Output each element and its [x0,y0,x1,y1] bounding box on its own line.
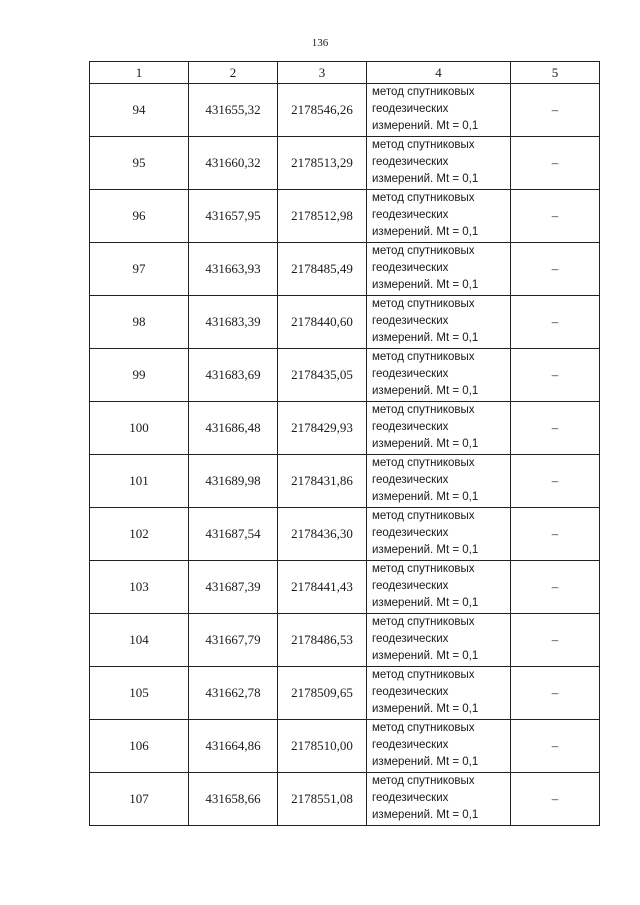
method-line: метод спутниковых [372,775,475,787]
note-cell: – [511,84,600,137]
table-row [90,667,600,720]
method-line: измерений. Mt = 0,1 [372,650,479,662]
y-coordinate-cell: 2178431,86 [278,455,367,508]
method-line: метод спутниковых [372,404,475,416]
method-line: геодезических [372,421,449,433]
method-line: измерений. Mt = 0,1 [372,279,479,291]
method-cell [367,614,511,667]
x-coordinate-cell: 431683,69 [189,349,278,402]
x-coordinate-cell: 431686,48 [189,402,278,455]
point-number-cell: 101 [90,455,189,508]
method-cell [367,243,511,296]
method-cell [367,561,511,614]
method-cell [367,455,511,508]
column-header-2: 2 [189,62,278,84]
x-coordinate-cell: 431689,98 [189,455,278,508]
method-line: метод спутниковых [372,192,475,204]
table-row [90,349,600,402]
column-header-4: 4 [367,62,511,84]
table-row [90,614,600,667]
y-coordinate-cell: 2178429,93 [278,402,367,455]
method-line: метод спутниковых [372,86,475,98]
table-body [90,84,600,826]
point-number-cell: 97 [90,243,189,296]
table-header-row [90,62,600,84]
note-cell: – [511,349,600,402]
method-line: геодезических [372,686,449,698]
note-cell: – [511,243,600,296]
column-header-1: 1 [90,62,189,84]
method-cell [367,137,511,190]
table-row [90,773,600,826]
note-cell: – [511,190,600,243]
method-line: геодезических [372,156,449,168]
x-coordinate-cell: 431658,66 [189,773,278,826]
point-number-cell: 102 [90,508,189,561]
method-line: измерений. Mt = 0,1 [372,491,479,503]
method-line: геодезических [372,739,449,751]
note-cell: – [511,137,600,190]
method-line: метод спутниковых [372,139,475,151]
coordinates-table [89,61,600,826]
y-coordinate-cell: 2178510,00 [278,720,367,773]
method-line: геодезических [372,633,449,645]
method-line: измерений. Mt = 0,1 [372,809,479,821]
method-line: измерений. Mt = 0,1 [372,120,479,132]
method-cell [367,773,511,826]
table-row [90,137,600,190]
method-line: измерений. Mt = 0,1 [372,597,479,609]
method-line: метод спутниковых [372,669,475,681]
method-line: метод спутниковых [372,457,475,469]
point-number-cell: 98 [90,296,189,349]
table-row [90,243,600,296]
note-cell: – [511,508,600,561]
x-coordinate-cell: 431657,95 [189,190,278,243]
y-coordinate-cell: 2178486,53 [278,614,367,667]
method-cell [367,508,511,561]
y-coordinate-cell: 2178546,26 [278,84,367,137]
method-line: измерений. Mt = 0,1 [372,438,479,450]
method-line: геодезических [372,262,449,274]
table-row [90,508,600,561]
note-cell: – [511,561,600,614]
y-coordinate-cell: 2178436,30 [278,508,367,561]
method-line: измерений. Mt = 0,1 [372,385,479,397]
method-cell [367,667,511,720]
x-coordinate-cell: 431687,39 [189,561,278,614]
table-row [90,190,600,243]
method-line: геодезических [372,527,449,539]
table-row [90,402,600,455]
table-row [90,720,600,773]
method-line: геодезических [372,792,449,804]
y-coordinate-cell: 2178485,49 [278,243,367,296]
point-number-cell: 94 [90,84,189,137]
x-coordinate-cell: 431683,39 [189,296,278,349]
y-coordinate-cell: 2178513,29 [278,137,367,190]
table-row [90,84,600,137]
point-number-cell: 105 [90,667,189,720]
y-coordinate-cell: 2178509,65 [278,667,367,720]
note-cell: – [511,614,600,667]
column-header-3: 3 [278,62,367,84]
method-line: геодезических [372,580,449,592]
method-line: измерений. Mt = 0,1 [372,703,479,715]
method-line: геодезических [372,209,449,221]
note-cell: – [511,296,600,349]
x-coordinate-cell: 431664,86 [189,720,278,773]
y-coordinate-cell: 2178512,98 [278,190,367,243]
method-line: метод спутниковых [372,298,475,310]
x-coordinate-cell: 431667,79 [189,614,278,667]
y-coordinate-cell: 2178441,43 [278,561,367,614]
point-number-cell: 103 [90,561,189,614]
x-coordinate-cell: 431660,32 [189,137,278,190]
note-cell: – [511,455,600,508]
page-number: 136 [311,37,329,49]
method-line: геодезических [372,315,449,327]
method-line: геодезических [372,474,449,486]
method-line: метод спутниковых [372,563,475,575]
method-line: метод спутниковых [372,245,475,257]
method-line: геодезических [372,368,449,380]
y-coordinate-cell: 2178551,08 [278,773,367,826]
point-number-cell: 100 [90,402,189,455]
note-cell: – [511,773,600,826]
y-coordinate-cell: 2178435,05 [278,349,367,402]
method-cell [367,296,511,349]
method-line: метод спутниковых [372,722,475,734]
point-number-cell: 96 [90,190,189,243]
table-row [90,455,600,508]
table-row [90,561,600,614]
x-coordinate-cell: 431662,78 [189,667,278,720]
y-coordinate-cell: 2178440,60 [278,296,367,349]
note-cell: – [511,720,600,773]
point-number-cell: 95 [90,137,189,190]
method-line: измерений. Mt = 0,1 [372,332,479,344]
point-number-cell: 99 [90,349,189,402]
method-cell [367,720,511,773]
note-cell: – [511,667,600,720]
point-number-cell: 104 [90,614,189,667]
method-line: измерений. Mt = 0,1 [372,226,479,238]
point-number-cell: 106 [90,720,189,773]
table-row [90,296,600,349]
column-header-5: 5 [511,62,600,84]
method-line: измерений. Mt = 0,1 [372,756,479,768]
method-cell [367,402,511,455]
method-line: метод спутниковых [372,510,475,522]
method-cell [367,190,511,243]
method-line: геодезических [372,103,449,115]
x-coordinate-cell: 431655,32 [189,84,278,137]
method-cell [367,84,511,137]
method-line: измерений. Mt = 0,1 [372,173,479,185]
x-coordinate-cell: 431663,93 [189,243,278,296]
method-line: метод спутниковых [372,616,475,628]
note-cell: – [511,402,600,455]
x-coordinate-cell: 431687,54 [189,508,278,561]
method-cell [367,349,511,402]
method-line: метод спутниковых [372,351,475,363]
point-number-cell: 107 [90,773,189,826]
method-line: измерений. Mt = 0,1 [372,544,479,556]
